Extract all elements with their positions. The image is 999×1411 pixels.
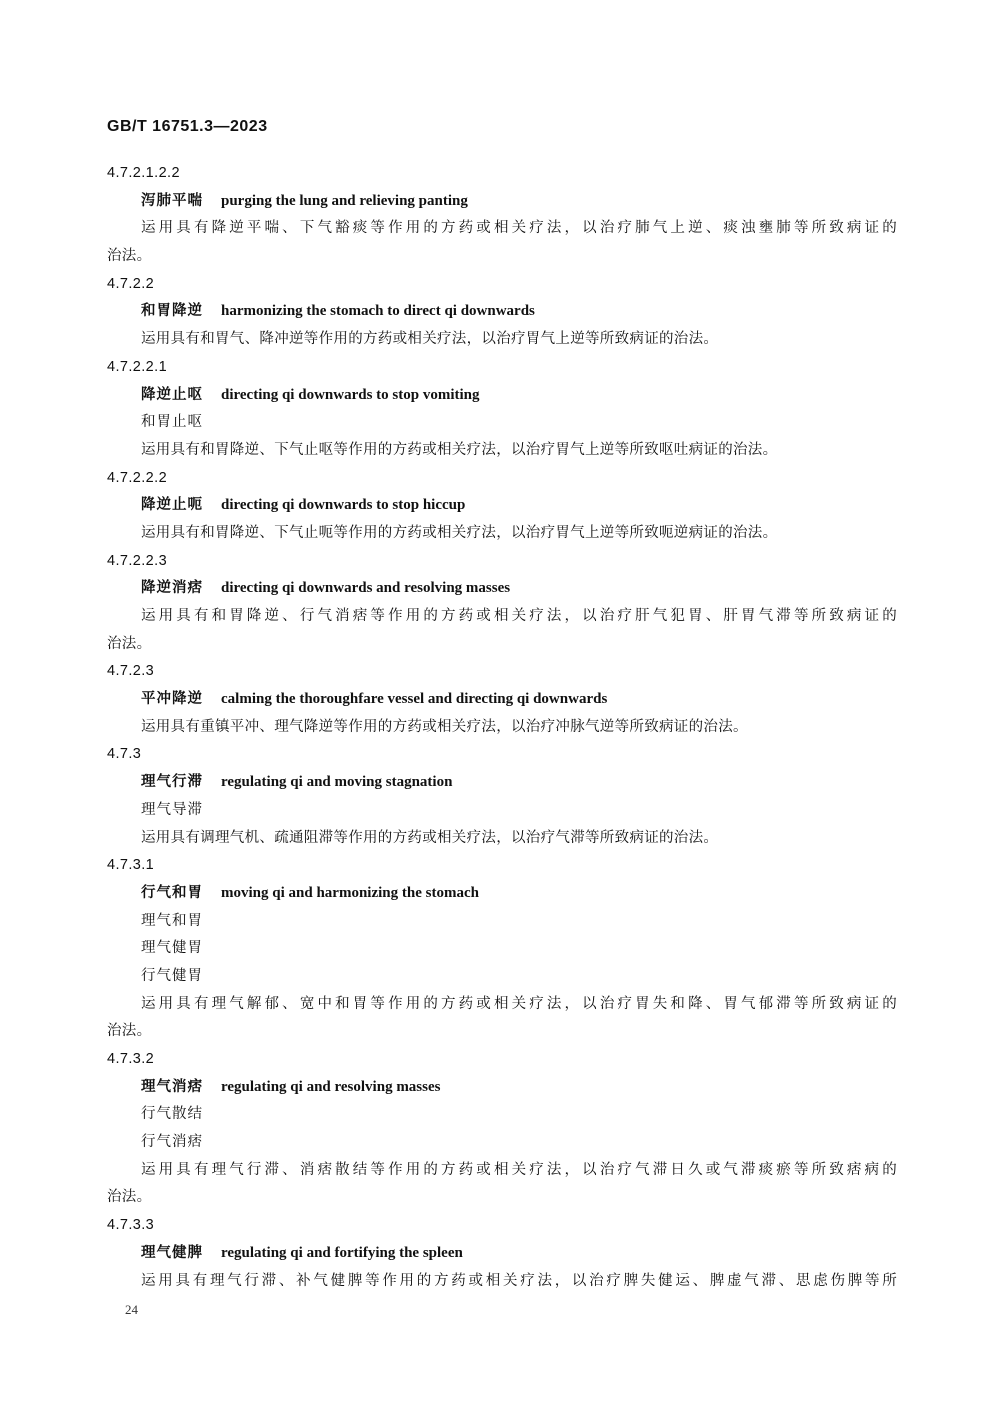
term-entries — [107, 160, 897, 1295]
term-heading — [107, 880, 897, 908]
term-synonym: 和胃止呕 — [141, 414, 203, 431]
term-english: purging the lung and relieving panting — [221, 192, 468, 209]
definition-line: 治法。 — [107, 1189, 152, 1206]
definition-line: 运用具有调理气机、疏通阻滞等作用的方药或相关疗法，以治疗气滞等所致病证的治法。 — [141, 829, 719, 846]
term-chinese: 行气和胃 — [141, 884, 203, 901]
term-synonym: 理气导滞 — [141, 801, 203, 818]
definition-line: 运用具有理气行滞、补气健脾等作用的方药或相关疗法，以治疗脾失健运、脾虚气滞、思虑伤脾等所 — [141, 1272, 897, 1289]
term-synonym: 理气和胃 — [141, 912, 203, 929]
term-chinese: 理气健脾 — [141, 1244, 203, 1261]
term-entry — [107, 1046, 897, 1212]
term-heading — [107, 575, 897, 603]
term-chinese: 泻肺平喘 — [141, 192, 203, 209]
definition-line: 运用具有和胃降逆、下气止呃等作用的方药或相关疗法，以治疗胃气上逆等所致呃逆病证的治法。 — [141, 524, 778, 541]
term-chinese: 和胃降逆 — [141, 303, 203, 320]
page-number: 24 — [125, 1302, 138, 1317]
term-entry — [107, 658, 897, 741]
term-synonym: 行气散结 — [141, 1106, 203, 1123]
entry-number: 4.7.2.2.3 — [107, 552, 168, 569]
term-chinese: 降逆止呕 — [141, 386, 203, 403]
term-chinese: 降逆消痞 — [141, 580, 203, 597]
term-english: calming the thoroughfare vessel and directing qi downwards — [221, 691, 608, 708]
term-chinese: 理气行滞 — [141, 774, 203, 791]
term-entry — [107, 548, 897, 659]
entry-number: 4.7.2.3 — [107, 663, 155, 680]
term-english: moving qi and harmonizing the stomach — [221, 884, 479, 901]
term-synonym: 行气消痞 — [141, 1134, 203, 1151]
term-entry — [107, 354, 897, 465]
definition-line: 运用具有和胃降逆、行气消痞等作用的方药或相关疗法，以治疗肝气犯胃、肝胃气滞等所致病证的 — [141, 608, 897, 624]
entry-number: 4.7.3.1 — [107, 857, 155, 874]
definition-line: 运用具有理气解郁、宽中和胃等作用的方药或相关疗法，以治疗胃失和降、胃气郁滞等所致病证的 — [141, 995, 897, 1012]
term-heading — [107, 769, 897, 797]
term-chinese: 理气消痞 — [141, 1078, 203, 1095]
term-english: regulating qi and resolving masses — [221, 1078, 441, 1095]
term-heading — [107, 1240, 897, 1268]
term-entry — [107, 741, 897, 852]
term-english: directing qi downwards to stop hiccup — [221, 497, 466, 514]
entry-number: 4.7.2.2.2 — [107, 469, 168, 486]
term-chinese: 降逆止呃 — [141, 497, 203, 514]
entry-number: 4.7.2.1.2.2 — [107, 165, 180, 181]
term-chinese: 平冲降逆 — [141, 691, 203, 708]
term-heading — [107, 188, 897, 216]
term-heading — [107, 298, 897, 326]
entry-number: 4.7.2.2 — [107, 275, 155, 292]
definition-line: 治法。 — [107, 1023, 152, 1040]
term-heading — [107, 492, 897, 520]
term-english: harmonizing the stomach to direct qi downwards — [221, 303, 535, 320]
definition-line: 治法。 — [107, 248, 152, 265]
term-synonym: 理气健胃 — [141, 940, 203, 957]
entry-number: 4.7.3.2 — [107, 1051, 155, 1067]
definition-line: 运用具有和胃降逆、下气止呕等作用的方药或相关疗法，以治疗胃气上逆等所致呕吐病证的治法。 — [141, 441, 778, 458]
definition-line: 运用具有和胃气、降冲逆等作用的方药或相关疗法，以治疗胃气上逆等所致病证的治法。 — [141, 331, 719, 348]
definition-line: 运用具有重镇平冲、理气降逆等作用的方药或相关疗法，以治疗冲脉气逆等所致病证的治法。 — [141, 718, 748, 735]
term-heading — [107, 1074, 897, 1102]
term-english: directing qi downwards to stop vomiting — [221, 386, 480, 403]
term-heading — [107, 686, 897, 714]
term-english: regulating qi and fortifying the spleen — [221, 1244, 463, 1261]
entry-number: 4.7.3 — [107, 746, 142, 763]
definition-line: 运用具有理气行滞、消痞散结等作用的方药或相关疗法，以治疗气滞日久或气滞痰瘀等所致痞病的 — [141, 1161, 897, 1178]
term-english: directing qi downwards and resolving masses — [221, 580, 511, 597]
term-entry — [107, 465, 897, 548]
entry-number: 4.7.3.3 — [107, 1217, 155, 1234]
term-entry — [107, 852, 897, 1046]
term-entry — [107, 271, 897, 354]
term-heading — [107, 382, 897, 410]
term-entry — [107, 1212, 897, 1295]
definition-line: 治法。 — [107, 635, 152, 652]
definition-line: 运用具有降逆平喘、下气豁痰等作用的方药或相关疗法，以治疗肺气上逆、痰浊壅肺等所致病证的 — [141, 220, 897, 237]
term-synonym: 行气健胃 — [141, 967, 203, 984]
standard-code-header: GB/T 16751.3—2023 — [107, 118, 268, 135]
term-english: regulating qi and moving stagnation — [221, 774, 453, 791]
entry-number: 4.7.2.2.1 — [107, 358, 168, 375]
term-entry — [107, 160, 897, 271]
